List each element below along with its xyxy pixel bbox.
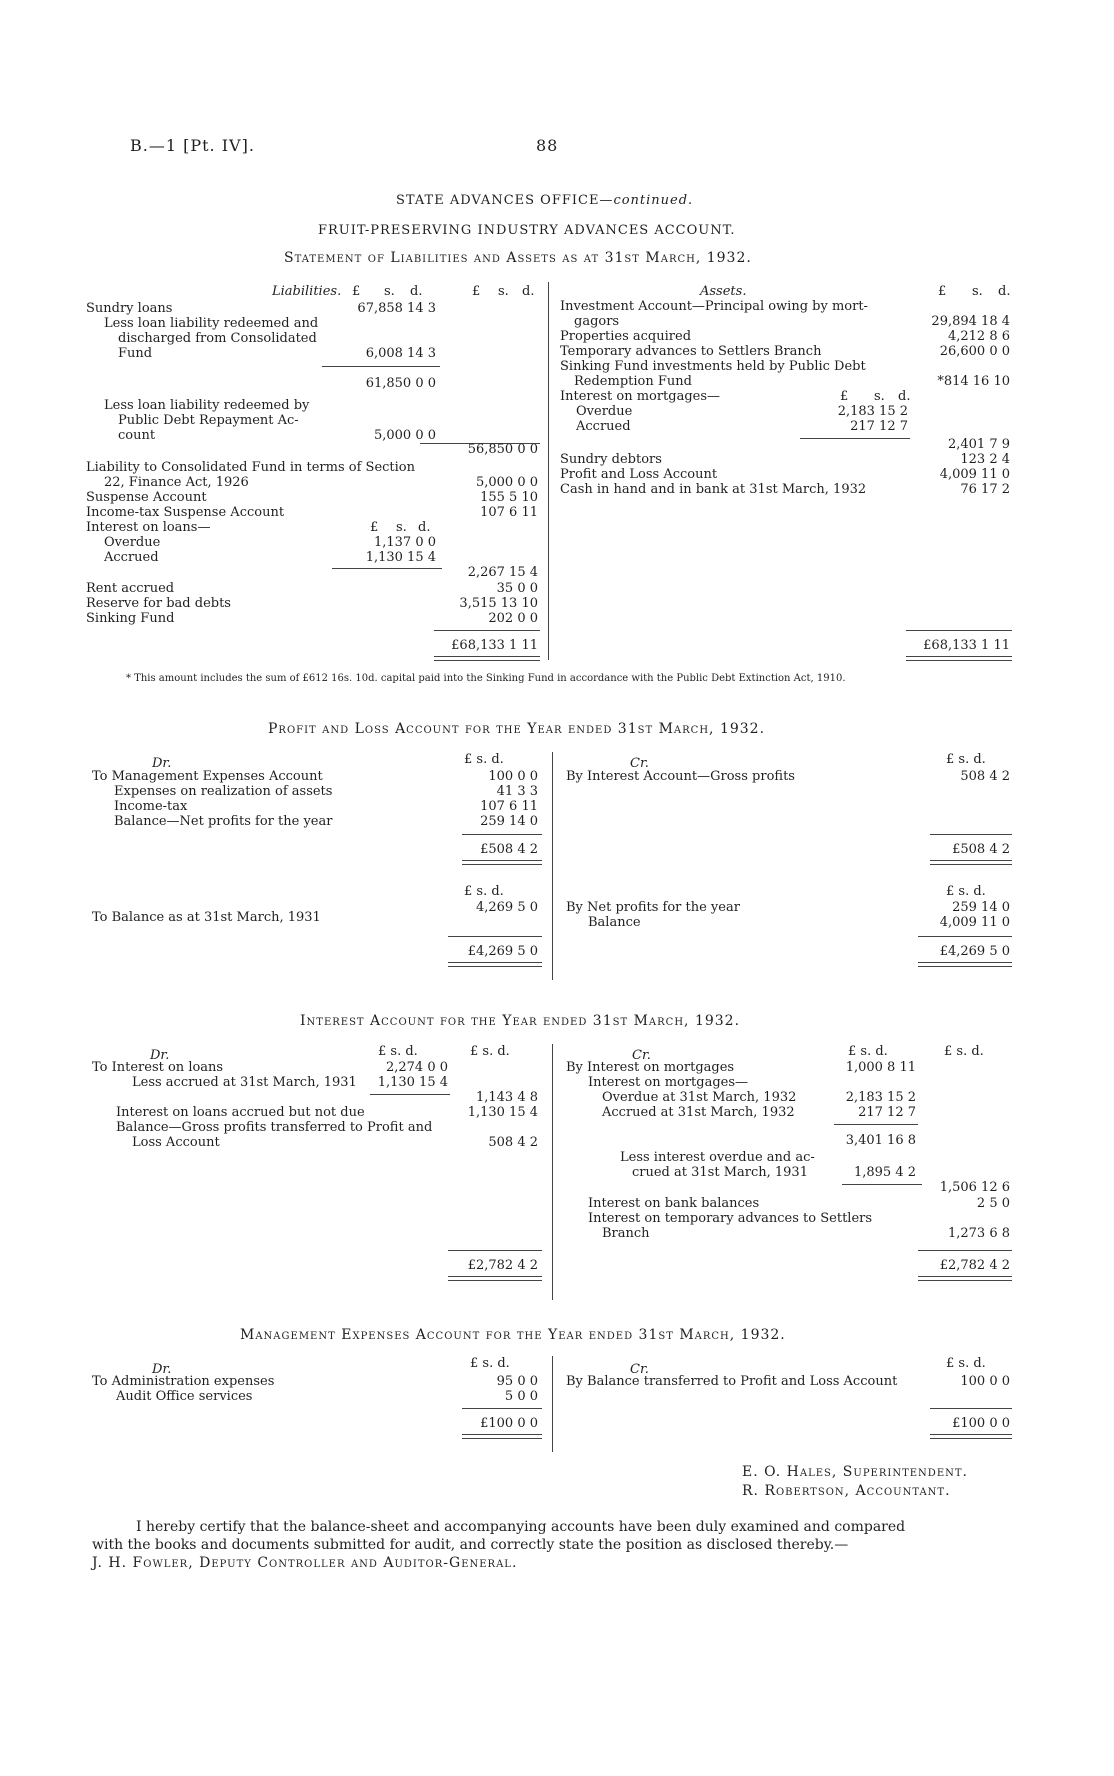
interest-title: Interest Account for the Year ended 31st March, 1932. — [300, 1013, 741, 1029]
liabilities-col2-s: s. — [498, 284, 509, 299]
liab-consolidated-a: Liability to Consolidated Fund in terms of Section — [86, 460, 415, 475]
pl-cr-double-rule-2 — [918, 962, 1012, 967]
mgmt-dr-label: Dr. — [152, 1362, 172, 1377]
liab-suspense: Suspense Account — [86, 490, 207, 505]
asset-total-double-rule — [906, 656, 1012, 661]
liab-total: £68,133 1 11 — [451, 638, 538, 653]
liab-sub-d: d. — [418, 520, 431, 535]
asset-sub-pounds: £ — [840, 389, 849, 404]
asset-investment-a: Investment Account—Principal owing by mort- — [560, 299, 868, 314]
pl-cr-balance-amount: 4,009 11 0 — [939, 915, 1010, 930]
asset-profit-loss: Profit and Loss Account — [560, 467, 718, 482]
pl-cr-rule-2 — [918, 936, 1012, 937]
pl-dr-psd-2: £ s. d. — [464, 884, 504, 899]
liab-redeemed-2b: Public Debt Repayment Ac- — [118, 413, 299, 428]
mgmt-dr-admin: To Administration expenses — [92, 1374, 275, 1389]
liab-consolidated-amount: 5,000 0 0 — [475, 475, 538, 490]
pl-divider — [552, 752, 553, 980]
asset-sub-s: s. — [874, 389, 885, 404]
mgmt-dr-psd: £ s. d. — [470, 1356, 510, 1371]
assets-col-d: d. — [998, 284, 1011, 299]
int-cr-total-rule — [918, 1250, 1012, 1251]
certificate-line-3: J. H. Fowler, Deputy Controller and Auditor-General. — [92, 1555, 518, 1571]
liab-redeemed-2a: Less loan liability redeemed by — [104, 398, 310, 413]
asset-properties-amount: 4,212 8 6 — [947, 329, 1010, 344]
liab-redeemed-1b: discharged from Consolidated — [118, 331, 317, 346]
signature-superintendent: E. O. Hales, Superintendent. — [742, 1464, 968, 1480]
interest-cr-psd-2: £ s. d. — [944, 1044, 984, 1059]
liab-redeemed-2-amount: 5,000 0 0 — [373, 428, 436, 443]
asset-sinking-fund-amount: *814 16 10 — [937, 374, 1010, 389]
liab-overdue: Overdue — [104, 535, 161, 550]
int-cr-accrued: Accrued at 31st March, 1932 — [602, 1105, 795, 1120]
pl-cr-net-profits: By Net profits for the year — [566, 900, 740, 915]
liabilities-col-pounds: £ — [352, 284, 361, 299]
liab-total-double-rule — [434, 656, 540, 661]
liab-sundry-loans-amount: 67,858 14 3 — [357, 301, 436, 316]
int-cr-overdue-amount: 2,183 15 2 — [845, 1090, 916, 1105]
mgmt-cr-total: £100 0 0 — [952, 1416, 1010, 1431]
asset-overdue-amount: 2,183 15 2 — [837, 404, 908, 419]
interest-dr-psd-1: £ s. d. — [378, 1044, 418, 1059]
mgmt-dr-audit: Audit Office services — [116, 1389, 253, 1404]
int-cr-rule-1 — [834, 1124, 918, 1125]
mgmt-title: Management Expenses Account for the Year ended 31st March, 1932. — [240, 1327, 786, 1343]
int-cr-bank: Interest on bank balances — [588, 1196, 760, 1211]
liab-sundry-loans: Sundry loans — [86, 301, 173, 316]
asset-sinking-fund-b: Redemption Fund — [574, 374, 692, 389]
liabilities-col-d: d. — [410, 284, 423, 299]
liab-redeemed-1-amount: 6,008 14 3 — [365, 346, 436, 361]
mgmt-dr-audit-amount: 5 0 0 — [504, 1389, 538, 1404]
page-number: 88 — [536, 136, 559, 155]
mgmt-dr-double-rule — [462, 1434, 542, 1439]
liab-sinking-fund-amount: 202 0 0 — [488, 611, 538, 626]
account-title: FRUIT-PRESERVING INDUSTRY ADVANCES ACCOUNT. — [318, 223, 736, 238]
int-cr-mortgages-heading: Interest on mortgages— — [588, 1075, 749, 1090]
int-cr-double-rule — [918, 1276, 1012, 1281]
liab-bad-debts-amount: 3,515 13 10 — [459, 596, 538, 611]
pl-dr-opening-balance: To Balance as at 31st March, 1931 — [92, 910, 321, 925]
int-cr-temporary-a: Interest on temporary advances to Settlers — [588, 1211, 873, 1226]
pl-cr-gross-profits: By Interest Account—Gross profits — [566, 769, 795, 784]
int-cr-mortgages-amount: 1,000 8 11 — [845, 1060, 916, 1075]
int-dr-balance-a: Balance—Gross profits transferred to Profit and — [116, 1120, 433, 1135]
pl-dr-double-rule — [462, 860, 542, 865]
asset-overdue: Overdue — [576, 404, 633, 419]
liab-rent-accrued: Rent accrued — [86, 581, 175, 596]
pl-dr-balance: Balance—Net profits for the year — [114, 814, 333, 829]
pl-dr-rule-2 — [448, 936, 542, 937]
int-dr-less-accrued-amount: 1,130 15 4 — [377, 1075, 448, 1090]
assets-col-pounds: £ — [938, 284, 947, 299]
pl-cr-double-rule — [930, 860, 1012, 865]
asset-sundry-debtors: Sundry debtors — [560, 452, 662, 467]
int-cr-less-b: crued at 31st March, 1931 — [632, 1165, 808, 1180]
pl-dr-total: £508 4 2 — [480, 842, 538, 857]
asset-accrued-amount: 217 12 7 — [850, 419, 908, 434]
int-dr-loans: To Interest on loans — [92, 1060, 224, 1075]
liab-net-loans: 56,850 0 0 — [467, 442, 538, 457]
int-cr-less-a: Less interest overdue and ac- — [620, 1150, 815, 1165]
asset-total: £68,133 1 11 — [923, 638, 1010, 653]
liabilities-heading: Liabilities. — [272, 284, 342, 299]
int-dr-less-accrued: Less accrued at 31st March, 1931 — [132, 1075, 357, 1090]
liab-sub-pounds: £ — [370, 520, 379, 535]
pl-dr-income-tax-amount: 107 6 11 — [480, 799, 538, 814]
pl-dr-mgmt-amount: 100 0 0 — [488, 769, 538, 784]
pl-dr-total-2: £4,269 5 0 — [467, 944, 538, 959]
int-dr-double-rule — [448, 1276, 542, 1281]
pl-cr-psd-2: £ s. d. — [946, 884, 986, 899]
assets-col-s: s. — [972, 284, 983, 299]
int-dr-net: 1,143 4 8 — [475, 1090, 538, 1105]
liab-income-tax-amount: 107 6 11 — [480, 505, 538, 520]
asset-sinking-fund-a: Sinking Fund investments held by Public Debt — [560, 359, 866, 374]
pl-cr-label: Cr. — [630, 756, 649, 771]
pl-dr-income-tax: Income-tax — [114, 799, 188, 814]
pl-dr-psd: £ s. d. — [464, 752, 504, 767]
pl-dr-opening-balance-amount: 4,269 5 0 — [475, 900, 538, 915]
asset-interest-mortgages: Interest on mortgages— — [560, 389, 721, 404]
pl-cr-gross-profits-amount: 508 4 2 — [960, 769, 1010, 784]
asset-sub-d: d. — [898, 389, 911, 404]
int-cr-less-amount: 1,895 4 2 — [853, 1165, 916, 1180]
int-dr-accrued-not-due: Interest on loans accrued but not due — [116, 1105, 365, 1120]
interest-cr-psd-1: £ s. d. — [848, 1044, 888, 1059]
pl-dr-double-rule-2 — [448, 962, 542, 967]
int-cr-total: £2,782 4 2 — [939, 1258, 1010, 1273]
pl-dr-balance-amount: 259 14 0 — [480, 814, 538, 829]
liab-rule-1 — [322, 366, 440, 367]
liab-consolidated-b: 22, Finance Act, 1926 — [104, 475, 249, 490]
certificate-line-1: I hereby certify that the balance-sheet and accompanying accounts have been duly examined and compared — [136, 1519, 906, 1535]
int-cr-bank-amount: 2 5 0 — [976, 1196, 1010, 1211]
liab-sinking-fund: Sinking Fund — [86, 611, 175, 626]
mgmt-cr-label: Cr. — [630, 1362, 649, 1377]
asset-cash-amount: 76 17 2 — [960, 482, 1010, 497]
pl-cr-total-2: £4,269 5 0 — [939, 944, 1010, 959]
liab-interest-total: 2,267 15 4 — [467, 565, 538, 580]
liab-rent-accrued-amount: 35 0 0 — [496, 581, 538, 596]
liab-redeemed-1c: Fund — [118, 346, 153, 361]
office-title: STATE ADVANCES OFFICE—continued. — [396, 193, 694, 208]
asset-sundry-debtors-amount: 123 2 4 — [960, 452, 1010, 467]
liab-accrued: Accrued — [104, 550, 159, 565]
statement-title: Statement of Liabilities and Assets as at 31st March, 1932. — [284, 250, 752, 266]
int-cr-accrued-amount: 217 12 7 — [858, 1105, 916, 1120]
mgmt-cr-balance-amount: 100 0 0 — [960, 1374, 1010, 1389]
liab-interest-loans: Interest on loans— — [86, 520, 211, 535]
liab-sub-s: s. — [396, 520, 407, 535]
pl-cr-balance: Balance — [588, 915, 641, 930]
asset-investment-b: gagors — [574, 314, 620, 329]
int-cr-mortgages: By Interest on mortgages — [566, 1060, 735, 1075]
pl-dr-label: Dr. — [152, 756, 172, 771]
pl-cr-net-profits-amount: 259 14 0 — [952, 900, 1010, 915]
liab-redeemed-1a: Less loan liability redeemed and — [104, 316, 319, 331]
pl-cr-psd: £ s. d. — [946, 752, 986, 767]
int-dr-total-rule — [448, 1250, 542, 1251]
footnote: * This amount includes the sum of £612 16s. 10d. capital paid into the Sinking Fund in accordance with the Public Debt Extinction Act, 1910. — [126, 673, 846, 684]
mgmt-cr-double-rule — [930, 1434, 1012, 1439]
mgmt-divider — [552, 1356, 553, 1452]
interest-dr-psd-2: £ s. d. — [470, 1044, 510, 1059]
int-cr-temporary-b: Branch — [602, 1226, 650, 1241]
liab-suspense-amount: 155 5 10 — [480, 490, 538, 505]
asset-total-rule — [906, 630, 1012, 631]
pl-dr-mgmt: To Management Expenses Account — [92, 769, 323, 784]
mgmt-dr-admin-amount: 95 0 0 — [496, 1374, 538, 1389]
certificate-line-2: with the books and documents submitted for audit, and correctly state the position as disclosed thereby.— — [92, 1537, 849, 1553]
pl-dr-realization-amount: 41 3 3 — [496, 784, 538, 799]
int-dr-balance-amount: 508 4 2 — [488, 1135, 538, 1150]
mgmt-cr-rule — [930, 1408, 1012, 1409]
asset-investment-amount: 29,894 18 4 — [931, 314, 1010, 329]
int-dr-loans-amount: 2,274 0 0 — [385, 1060, 448, 1075]
pl-cr-rule — [930, 834, 1012, 835]
mgmt-dr-rule — [462, 1408, 542, 1409]
int-dr-total: £2,782 4 2 — [467, 1258, 538, 1273]
signature-accountant: R. Robertson, Accountant. — [742, 1483, 951, 1499]
asset-temporary-advances: Temporary advances to Settlers Branch — [560, 344, 822, 359]
liab-total-rule — [434, 630, 540, 631]
asset-accrued: Accrued — [576, 419, 631, 434]
asset-properties: Properties acquired — [560, 329, 692, 344]
int-dr-balance-b: Loss Account — [132, 1135, 220, 1150]
pl-title: Profit and Loss Account for the Year ended 31st March, 1932. — [268, 721, 766, 737]
liab-subtotal-1: 61,850 0 0 — [365, 376, 436, 391]
asset-interest-total: 2,401 7 9 — [947, 437, 1010, 452]
assets-heading: Assets. — [700, 284, 747, 299]
int-cr-net: 1,506 12 6 — [939, 1180, 1010, 1195]
balance-sheet-divider — [548, 282, 549, 660]
int-cr-temporary-amount: 1,273 6 8 — [947, 1226, 1010, 1241]
liab-accrued-amount: 1,130 15 4 — [365, 550, 436, 565]
mgmt-cr-psd: £ s. d. — [946, 1356, 986, 1371]
liabilities-col-s: s. — [384, 284, 395, 299]
pl-cr-total: £508 4 2 — [952, 842, 1010, 857]
int-dr-accrued-not-due-amount: 1,130 15 4 — [467, 1105, 538, 1120]
asset-temporary-advances-amount: 26,600 0 0 — [939, 344, 1010, 359]
interest-divider — [552, 1044, 553, 1300]
asset-profit-loss-amount: 4,009 11 0 — [939, 467, 1010, 482]
liab-income-tax: Income-tax Suspense Account — [86, 505, 285, 520]
liab-redeemed-2c: count — [118, 428, 156, 443]
interest-dr-label: Dr. — [150, 1048, 170, 1063]
liabilities-col2-pounds: £ — [472, 284, 481, 299]
pl-dr-realization: Expenses on realization of assets — [114, 784, 333, 799]
int-cr-sum: 3,401 16 8 — [845, 1133, 916, 1148]
page-reference: B.—1 [Pt. IV]. — [130, 136, 255, 155]
mgmt-cr-balance: By Balance transferred to Profit and Loss Account — [566, 1374, 898, 1389]
mgmt-dr-total: £100 0 0 — [480, 1416, 538, 1431]
liabilities-col2-d: d. — [522, 284, 535, 299]
int-cr-overdue: Overdue at 31st March, 1932 — [602, 1090, 797, 1105]
pl-dr-rule — [462, 834, 542, 835]
liab-overdue-amount: 1,137 0 0 — [373, 535, 436, 550]
liab-bad-debts: Reserve for bad debts — [86, 596, 231, 611]
asset-cash: Cash in hand and in bank at 31st March, 1932 — [560, 482, 867, 497]
interest-cr-label: Cr. — [632, 1048, 651, 1063]
